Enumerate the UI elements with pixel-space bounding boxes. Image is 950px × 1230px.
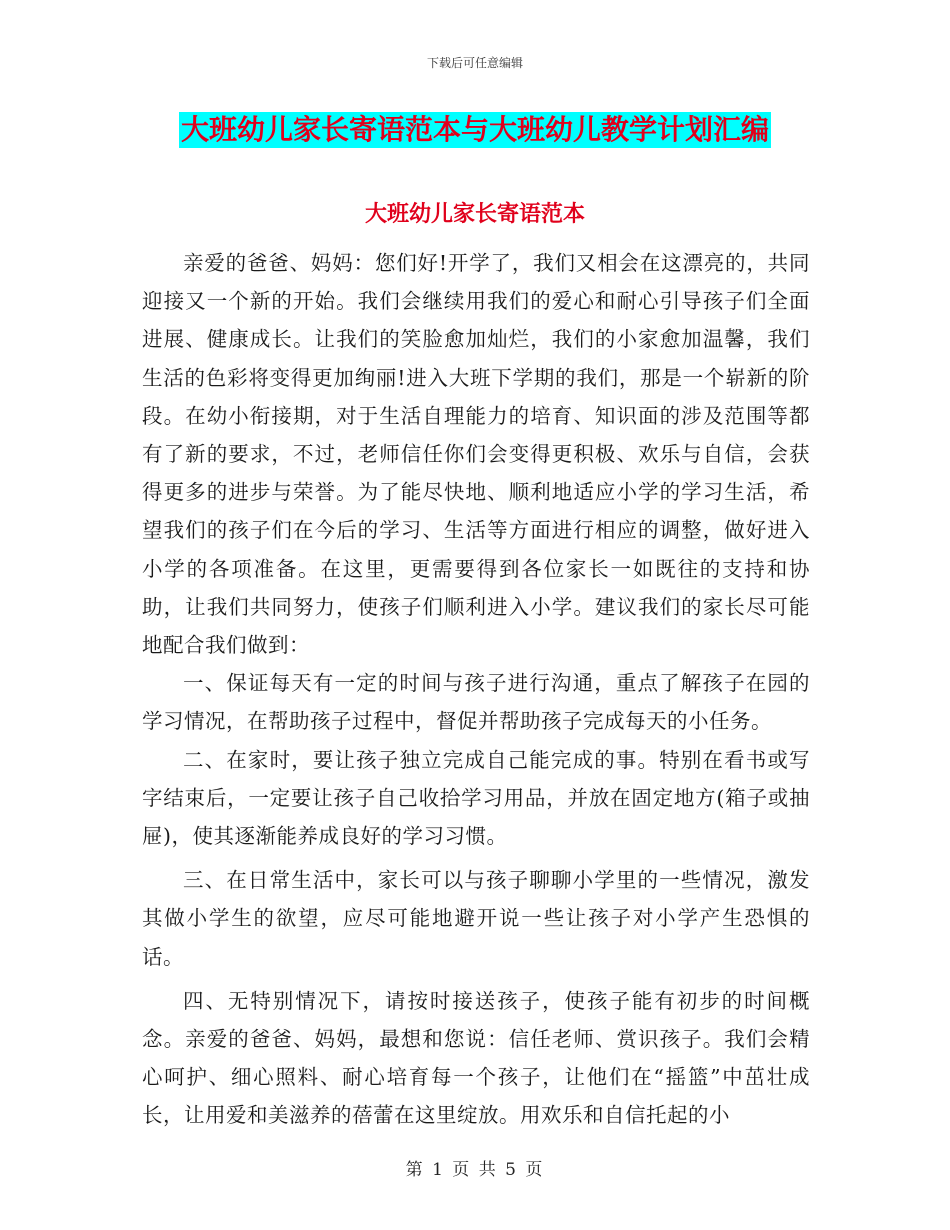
section-title: 大班幼儿家长寄语范本 — [364, 202, 585, 227]
paragraph-item-3: 三、在日常生活中，家长可以与孩子聊聊小学里的一些情况，激发其做小学生的欲望，应尽可能地避开说一些让孩子对小学产生恐惧的话。 — [142, 868, 810, 969]
paragraph-intro: 亲爱的爸爸、妈妈：您们好!开学了，我们又相会在这漂亮的，共同迎接又一个新的开始。我们会继续用我们的爱心和耐心引导孩子们全面进展、健康成长。让我们的笑脸愈加灿烂，我们的小家愈加温馨，我们生活的色彩将变得更加绚丽!进入大班下学期的我们，那是一个崭新的阶段。在幼小衔接期，对于生活自理能力的培育、知识面的涉及范围等都有了新的要求，不过，老师信任你们会变得更积极、欢乐与自信，会获得更多的进步与荣誉。为了能尽快地、顺利地适应小学的学习生活，希望我们的孩子们在今后的学习、生活等方面进行相应的调整，做好进入小学的各项准备。在这里，更需要得到各位家长一如既往的支持和协助，让我们共同努力，使孩子们顺利进入小学。建议我们的家长尽可能地配合我们做到： — [142, 251, 810, 658]
paragraph-item-1: 一、保证每天有一定的时间与孩子进行沟通，重点了解孩子在园的学习情况，在帮助孩子过程中，督促并帮助孩子完成每天的小任务。 — [142, 671, 810, 734]
body-text — [142, 244, 810, 1135]
header-note: 下载后可任意编辑 — [426, 56, 523, 70]
main-title-wrapper — [0, 112, 950, 148]
paragraph-item-4: 四、无特别情况下，请按时接送孩子，使孩子能有初步的时间概念。亲爱的爸爸、妈妈，最想和您说：信任老师、赏识孩子。我们会精心呵护、细心照料、耐心培育每一个孩子，让他们在“摇篮”中茁壮成长，让用爱和美滋养的蓓蕾在这里绽放。用欢乐和自信托起的小 — [142, 988, 810, 1128]
paragraph-item-2: 二、在家时，要让孩子独立完成自己能完成的事。特别在看书或写字结束后，一定要让孩子自己收拾学习用品，并放在固定地方(箱子或抽屉)，使其逐渐能养成良好的学习习惯。 — [142, 747, 810, 849]
main-title: 大班幼儿家长寄语范本与大班幼儿教学计划汇编 — [180, 113, 769, 146]
page-number-footer: 第 1 页 共 5 页 — [405, 1160, 545, 1180]
